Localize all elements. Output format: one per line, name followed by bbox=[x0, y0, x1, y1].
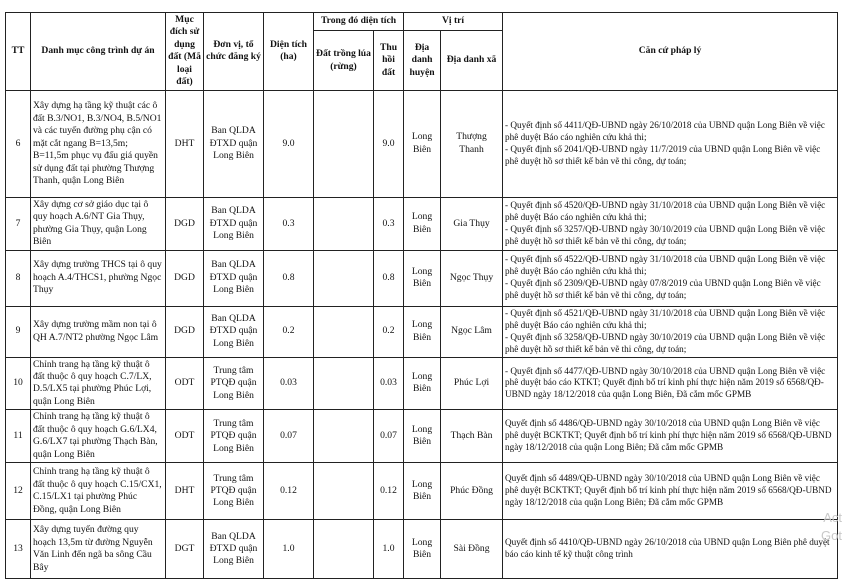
registering-unit: Trung tâm PTQĐ quận Long Biên bbox=[204, 357, 264, 410]
district-name: Long Biên bbox=[404, 197, 441, 250]
rice-land-area bbox=[314, 520, 374, 579]
area-value: 1.0 bbox=[264, 520, 314, 579]
area-value: 0.07 bbox=[264, 410, 314, 463]
header-recovered: Thu hồi đất bbox=[374, 31, 404, 90]
district-name: Long Biên bbox=[404, 357, 441, 410]
legal-basis-item: Quyết định số 4489/QĐ-UBND ngày 30/10/2018 của UBND quận Long Biên về việc phê duyệt BCKTKT; Quyết định bố trí kinh phí thực hiện năm 2019 số 6568/QĐ-UBND ngày 18/12/2018 của quận Long Biên; Đã cắm mốc GPMB bbox=[505, 473, 832, 508]
project-name: Chỉnh trang hạ tầng kỹ thuật ô đất thuộc ô quy hoạch C.7/LX, D.5/LX5 tại phường Phúc Lợi, quận Long Biên bbox=[31, 357, 166, 410]
ward-name: Thượng Thanh bbox=[441, 90, 503, 197]
area-value: 0.03 bbox=[264, 357, 314, 410]
rice-land-area bbox=[314, 197, 374, 250]
area-value: 0.3 bbox=[264, 197, 314, 250]
header-rice-land: Đất trồng lúa (rừng) bbox=[314, 31, 374, 90]
header-legal-basis: Căn cứ pháp lý bbox=[503, 13, 838, 91]
ward-name: Gia Thụy bbox=[441, 197, 503, 250]
district-name: Long Biên bbox=[404, 410, 441, 463]
legal-basis-item: Quyết định số 4410/QĐ-UBND ngày 26/10/2018 của UBND quận Long Biên phê duyệt báo cáo kinh tế kỹ thuật công trình bbox=[505, 537, 830, 560]
district-name: Long Biên bbox=[404, 90, 441, 197]
registering-unit: Ban QLDA ĐTXD quận Long Biên bbox=[204, 90, 264, 197]
row-number: 7 bbox=[6, 197, 31, 250]
recovered-area: 9.0 bbox=[374, 90, 404, 197]
row-number: 6 bbox=[6, 90, 31, 197]
land-use-code: DGD bbox=[166, 306, 204, 357]
header-area-group: Trong đó diện tích bbox=[314, 13, 404, 31]
watermark bbox=[821, 509, 842, 545]
ward-name: Phúc Đồng bbox=[441, 463, 503, 520]
area-value: 0.12 bbox=[264, 463, 314, 520]
district-name: Long Biên bbox=[404, 520, 441, 579]
table-body bbox=[6, 90, 838, 578]
table-row bbox=[6, 463, 838, 520]
legal-basis-item: Quyết định số 4486/QĐ-UBND ngày 30/10/2018 của UBND quận Long Biên về việc phê duyệt BCKTKT; Quyết định bố trí kinh phí thực hiện năm 2019 số 6568/QĐ-UBND ngày 18/12/2018 của quận Long Biên; Đã cắm mốc GPMB bbox=[505, 418, 832, 453]
table-row bbox=[6, 357, 838, 410]
project-name: Xây dựng cơ sở giáo dục tại ô quy hoạch A.6/NT Gia Thụy, phường Gia Thụy, quận Long Biên bbox=[31, 197, 166, 250]
legal-basis-cell bbox=[503, 410, 838, 463]
legal-basis-item: - Quyết định số 3258/QĐ-UBND ngày 30/10/2019 của UBND quận Long Biên về việc phê duyệt hồ sơ thiết kế bản vẽ thi công, dự toán; bbox=[505, 331, 826, 354]
legal-basis-item: - Quyết định số 4521/QĐ-UBND ngày 31/10/2018 của UBND quận Long Biên về việc phê duyệt Báo cáo nghiên cứu khả thi; bbox=[505, 307, 826, 330]
recovered-area: 1.0 bbox=[374, 520, 404, 579]
row-number: 10 bbox=[6, 357, 31, 410]
legal-basis-cell bbox=[503, 197, 838, 250]
rice-land-area bbox=[314, 90, 374, 197]
row-number: 9 bbox=[6, 306, 31, 357]
table-row bbox=[6, 520, 838, 579]
ward-name: Phúc Lợi bbox=[441, 357, 503, 410]
rice-land-area bbox=[314, 250, 374, 306]
row-number: 11 bbox=[6, 410, 31, 463]
legal-basis-cell bbox=[503, 357, 838, 410]
area-value: 0.8 bbox=[264, 250, 314, 306]
header-ward: Địa danh xã bbox=[441, 31, 503, 90]
land-use-code: DGT bbox=[166, 520, 204, 579]
table-row bbox=[6, 306, 838, 357]
header-location-group: Vị trí bbox=[404, 13, 503, 31]
recovered-area: 0.12 bbox=[374, 463, 404, 520]
registering-unit: Ban QLDA ĐTXD quận Long Biên bbox=[204, 197, 264, 250]
project-name: Chỉnh trang hạ tầng kỹ thuật ô đất thuộc ô quy hoạch G.6/LX4, G.6/LX7 tại phường Thạch Bàn, quận Long Biên bbox=[31, 410, 166, 463]
district-name: Long Biên bbox=[404, 463, 441, 520]
recovered-area: 0.03 bbox=[374, 357, 404, 410]
ward-name: Ngọc Lâm bbox=[441, 306, 503, 357]
land-use-code: ODT bbox=[166, 357, 204, 410]
rice-land-area bbox=[314, 306, 374, 357]
legal-basis-item: - Quyết định số 4522/QĐ-UBND ngày 31/10/2018 của UBND quận Long Biên về việc phê duyệt Báo cáo nghiên cứu khả thi; bbox=[505, 254, 826, 277]
legal-basis-cell bbox=[503, 250, 838, 306]
legal-basis-cell bbox=[503, 463, 838, 520]
ward-name: Ngọc Thụy bbox=[441, 250, 503, 306]
rice-land-area bbox=[314, 357, 374, 410]
recovered-area: 0.3 bbox=[374, 197, 404, 250]
table-row bbox=[6, 90, 838, 197]
land-use-code: DHT bbox=[166, 463, 204, 520]
recovered-area: 0.2 bbox=[374, 306, 404, 357]
land-use-code: DGD bbox=[166, 197, 204, 250]
watermark-line-2: Got bbox=[821, 528, 842, 543]
registering-unit: Trung tâm PTQĐ quận Long Biên bbox=[204, 410, 264, 463]
project-name: Chỉnh trang hạ tầng kỹ thuật ô đất thuộc ô quy hoạch C.15/CX1, C.15/LX1 tại phường Phúc Đồng, quận Long Biên bbox=[31, 463, 166, 520]
table-row bbox=[6, 410, 838, 463]
legal-basis-item: - Quyết định số 4520/QĐ-UBND ngày 31/10/2018 của UBND quận Long Biên về việc phê duyệt Báo cáo nghiên cứu khả thi; bbox=[505, 199, 826, 222]
land-use-code: ODT bbox=[166, 410, 204, 463]
registering-unit: Trung tâm PTQĐ quận Long Biên bbox=[204, 463, 264, 520]
area-value: 9.0 bbox=[264, 90, 314, 197]
project-name: Xây dựng trường THCS tại ô quy hoạch A.4/THCS1, phường Ngọc Thụy bbox=[31, 250, 166, 306]
row-number: 8 bbox=[6, 250, 31, 306]
legal-basis-cell bbox=[503, 90, 838, 197]
land-use-code: DHT bbox=[166, 90, 204, 197]
recovered-area: 0.07 bbox=[374, 410, 404, 463]
rice-land-area bbox=[314, 410, 374, 463]
header-area: Diện tích (ha) bbox=[264, 13, 314, 91]
legal-basis-item: - Quyết định số 2309/QĐ-UBND ngày 07/8/2019 của UBND quận Long Biên về việc phê duyệt hồ sơ thiết kế bản vẽ thi công, dự toán; bbox=[505, 278, 821, 301]
legal-basis-item: - Quyết định số 3257/QĐ-UBND ngày 30/10/2019 của UBND quận Long Biên về việc phê duyệt hồ sơ thiết kế bản vẽ thi công, dự toán; bbox=[505, 223, 826, 246]
row-number: 12 bbox=[6, 463, 31, 520]
ward-name: Thạch Bàn bbox=[441, 410, 503, 463]
legal-basis-item: - Quyết định số 4411/QĐ-UBND ngày 26/10/2018 của UBND quận Long Biên về việc phê duyệt Báo cáo nghiên cứu khả thi; bbox=[505, 119, 825, 142]
legal-basis-cell bbox=[503, 306, 838, 357]
header-district: Địa danh huyện bbox=[404, 31, 441, 90]
table-row bbox=[6, 250, 838, 306]
land-use-code: DGD bbox=[166, 250, 204, 306]
header-purpose: Mục đích sử dụng đất (Mã loại đất) bbox=[166, 13, 204, 91]
district-name: Long Biên bbox=[404, 306, 441, 357]
registering-unit: Ban QLDA ĐTXD quận Long Biên bbox=[204, 520, 264, 579]
district-name: Long Biên bbox=[404, 250, 441, 306]
header-tt: TT bbox=[6, 13, 31, 91]
header-unit: Đơn vị, tổ chức đăng ký bbox=[204, 13, 264, 91]
legal-basis-cell bbox=[503, 520, 838, 579]
legal-basis-item: - Quyết định số 2041/QĐ-UBND ngày 11/7/2019 của UBND quận Long Biên về việc phê duyệt hồ sơ thiết kế bản vẽ thi công, dự toán; bbox=[505, 143, 821, 166]
registering-unit: Ban QLDA ĐTXD quận Long Biên bbox=[204, 306, 264, 357]
area-value: 0.2 bbox=[264, 306, 314, 357]
registering-unit: Ban QLDA ĐTXD quận Long Biên bbox=[204, 250, 264, 306]
project-name: Xây dựng trường mầm non tại ô QH A.7/NT2 phường Ngọc Lâm bbox=[31, 306, 166, 357]
recovered-area: 0.8 bbox=[374, 250, 404, 306]
project-name: Xây dựng tuyến đường quy hoạch 13,5m từ đường Nguyễn Văn Linh đến ngã ba sông Cầu Bây bbox=[31, 520, 166, 579]
project-name: Xây dựng hạ tầng kỹ thuật các ô đất B.3/NO1, B.3/NO4, B.5/NO1 và các tuyến đường phụ cận có mặt cắt ngang B=13,5m; B=11,5m phục vụ đấu giá quyền sử dụng đất tại phường Thượng Thanh, quận Long Biên bbox=[31, 90, 166, 197]
legal-basis-item: - Quyết định số 4477/QĐ-UBND ngày 30/10/2018 của UBND quận Long Biên về việc phê duyệt báo cáo KTKT; Quyết định bố trí kinh phí thực hiện năm 2019 số 6568/QĐ-UBND ngày 18/12/2018 của quận Long Biên, Đã cắm mốc GPMB bbox=[505, 365, 826, 400]
watermark-line-1: Act bbox=[823, 510, 842, 525]
row-number: 13 bbox=[6, 520, 31, 579]
land-use-project-table bbox=[5, 12, 838, 579]
table-row bbox=[6, 197, 838, 250]
ward-name: Sài Đồng bbox=[441, 520, 503, 579]
rice-land-area bbox=[314, 463, 374, 520]
header-project: Danh mục công trình dự án bbox=[31, 13, 166, 91]
